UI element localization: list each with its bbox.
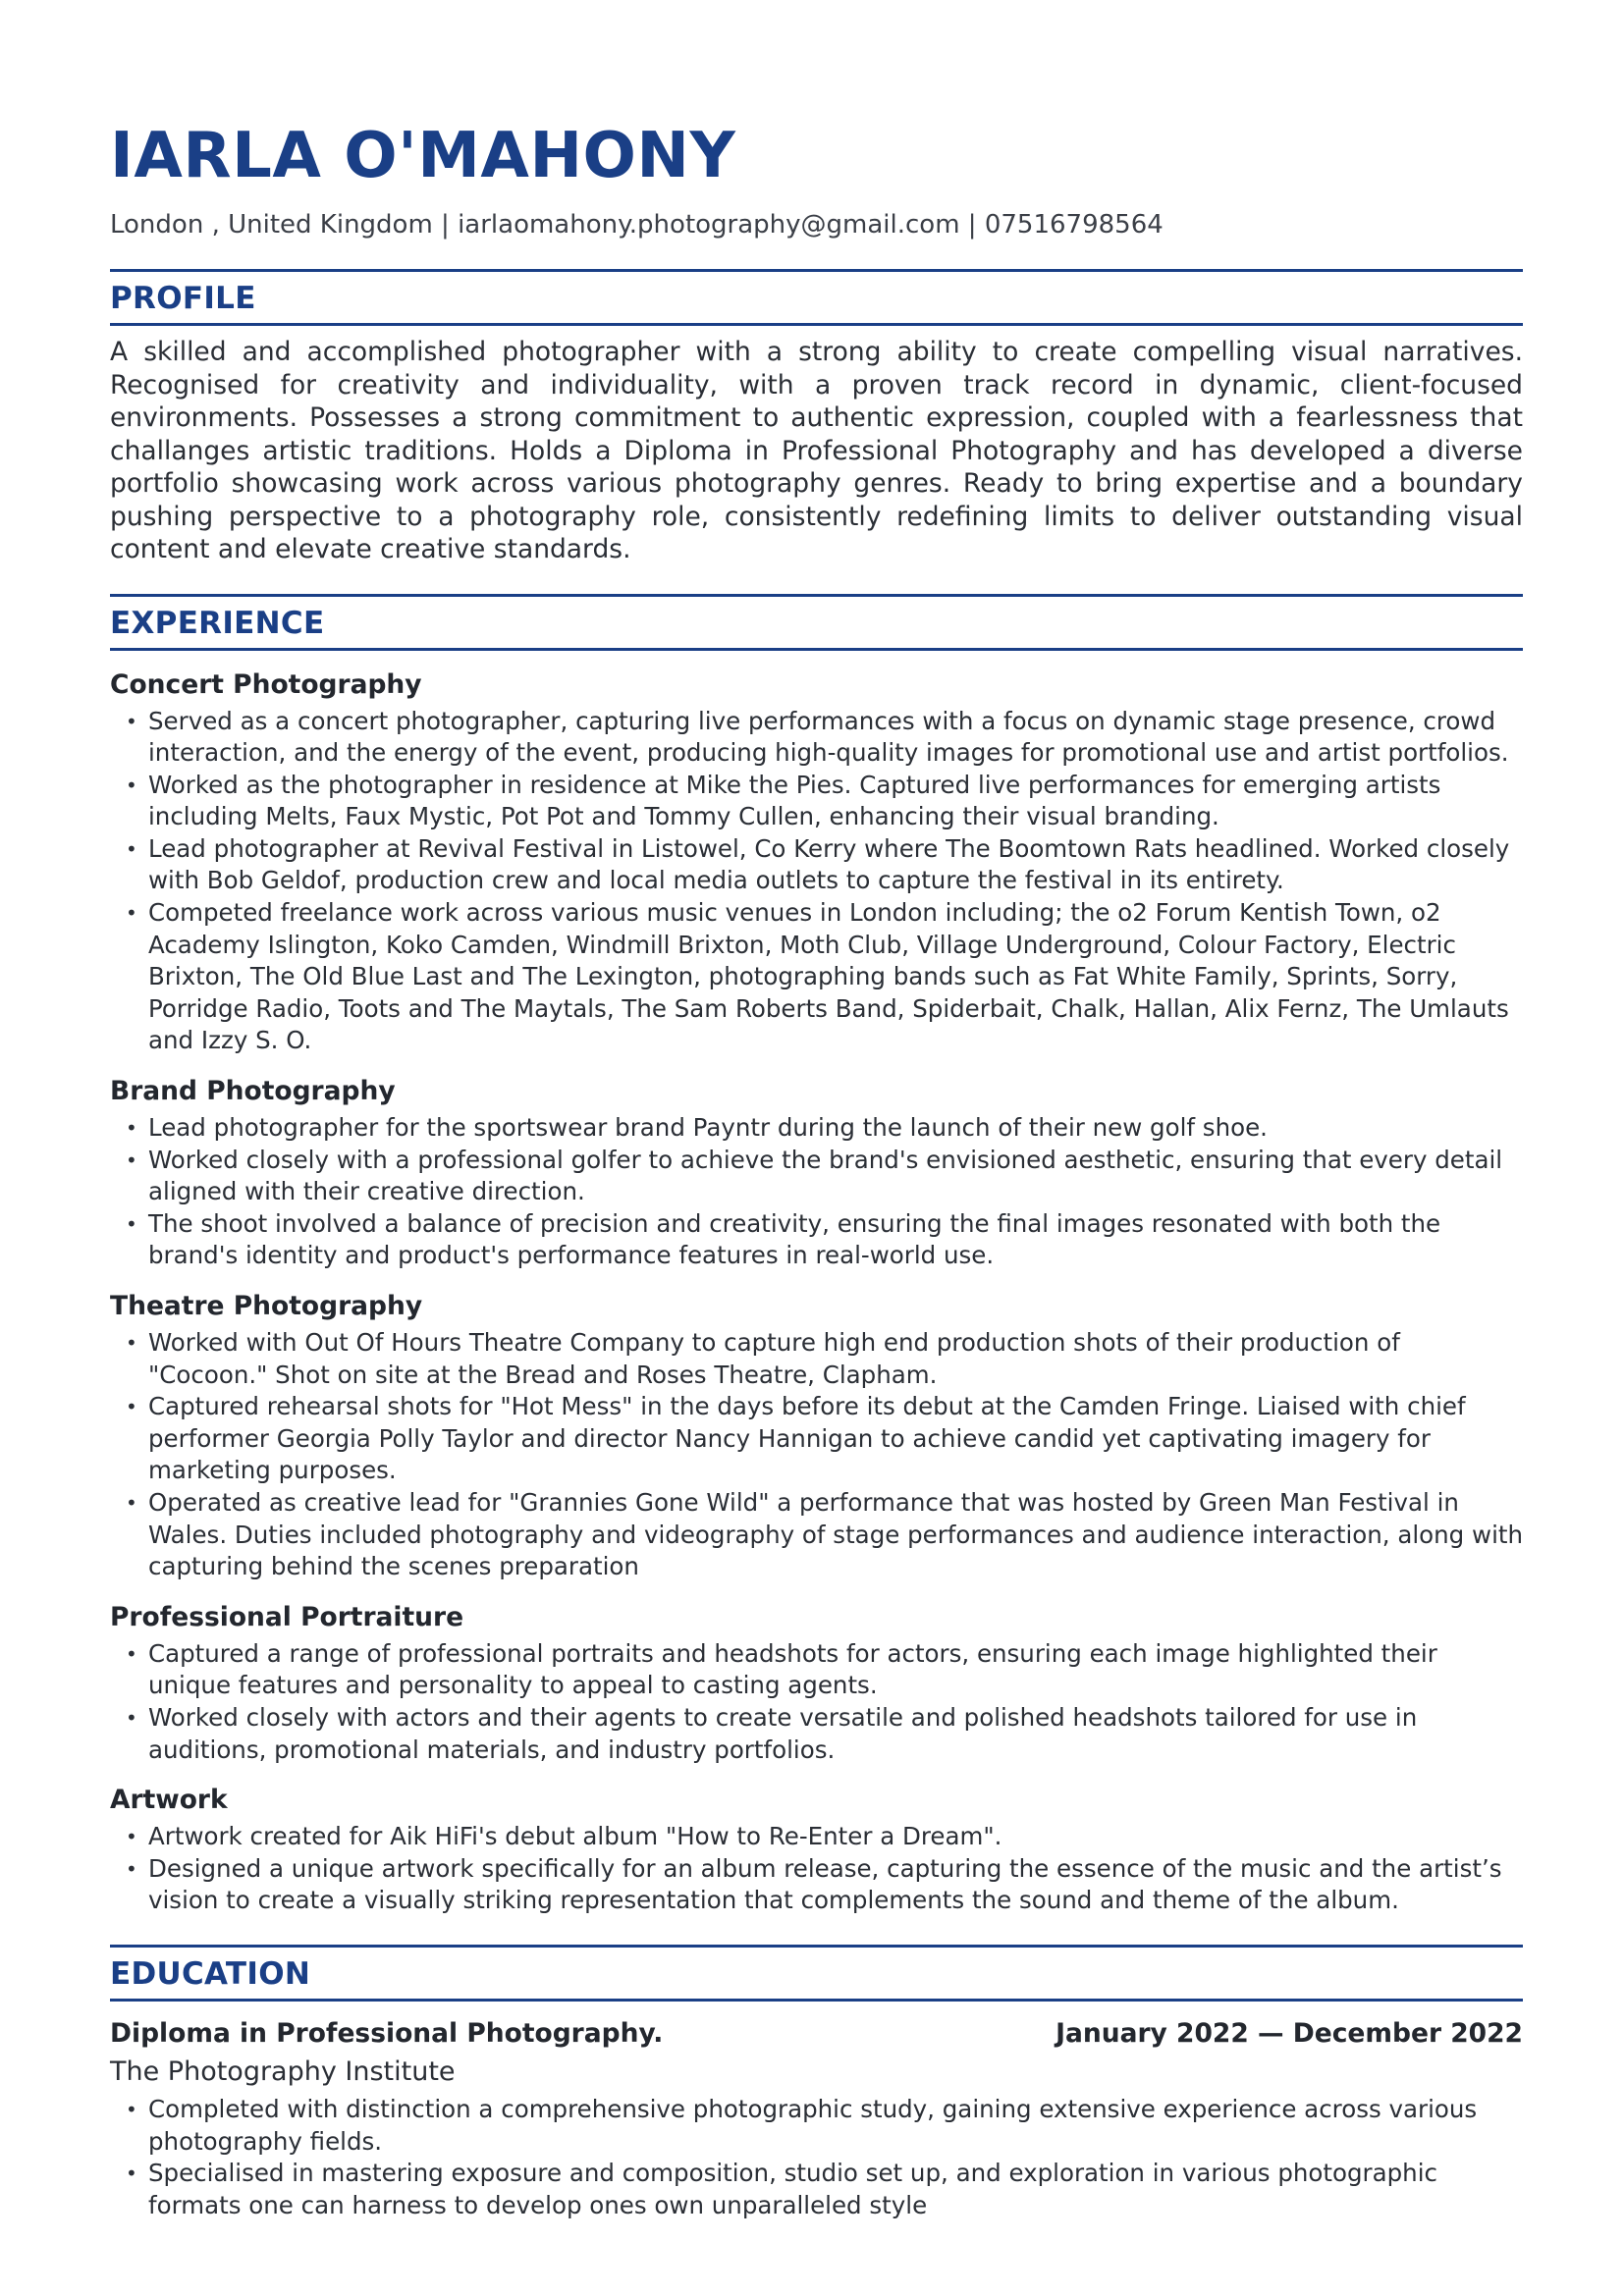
role-title: Brand Photography xyxy=(110,1076,396,1107)
role-title: Concert Photography xyxy=(110,668,422,700)
experience-section xyxy=(110,594,1523,1917)
bullet-item xyxy=(110,1208,1523,1272)
bullet-text: Specialised in mastering exposure and composition, studio set up, and exploration in various photographic formats one can harness to develop ones own unparalleled style xyxy=(148,2159,1437,2219)
bullet-text: Lead photographer at Revival Festival in Listowel, Co Kerry where The Boomtown Rats headlined. Worked closely with Bob Geldof, production crew and local media outlets to capture the festival in its entirety. xyxy=(148,833,1510,895)
bullet-item xyxy=(110,1145,1523,1208)
bullet-text: Worked closely with a professional golfer to achieve the brand's envisioned aesthetic, ensuring that every detail aligned with their creative direction. xyxy=(148,1145,1503,1206)
bullet-dot-icon: • xyxy=(126,1490,137,1515)
bullet-item xyxy=(110,1638,1523,1702)
bullet-dot-icon: • xyxy=(126,1211,137,1236)
role-concert-photography xyxy=(110,668,1523,1058)
candidate-name: IARLA O'MAHONY xyxy=(110,120,736,192)
contact-line: London , United Kingdom | iarlaomahony.photography@gmail.com | 07516798564 xyxy=(110,210,1164,240)
education-row xyxy=(110,2017,1523,2051)
role-bullets xyxy=(110,1821,1523,1917)
role-title: Professional Portraiture xyxy=(110,1601,464,1632)
bullet-dot-icon: • xyxy=(126,1395,137,1419)
bullet-item xyxy=(110,833,1523,897)
bullet-dot-icon: • xyxy=(126,1641,137,1666)
bullet-item xyxy=(110,1853,1523,1917)
bullet-text: Lead photographer for the sportswear brand Payntr during the launch of their new golf shoe. xyxy=(148,1113,1268,1143)
profile-text: A skilled and accomplished photographer with a strong ability to create compelling visual narratives. Recognised for creativity and individuality, with a proven track record in dynamic, client-focused environments. Possesses a strong commitment to authentic expression, coupled with a fearlessness that challanges artistic traditions. Holds a Diploma in Professional Photography and has developed a diverse portfolio showcasing work across various photography genres. Ready to bring expertise and a boundary pushing perspective to a photography role, consistently redefining limits to deliver outstanding visual content and elevate creative standards. xyxy=(110,337,1523,564)
profile-title: PROFILE xyxy=(110,281,256,316)
bullet-text: Captured a range of professional portraits and headshots for actors, ensuring each image highlighted their unique features and personality to appeal to casting agents. xyxy=(148,1638,1437,1700)
bullet-text: Artwork created for Aik HiFi's debut album "How to Re-Enter a Dream". xyxy=(148,1822,1002,1851)
bullet-item xyxy=(110,770,1523,833)
education-dates: January 2022 — December 2022 xyxy=(1056,2017,1523,2049)
bullet-item xyxy=(110,1487,1523,1583)
bullet-dot-icon: • xyxy=(126,901,137,926)
bullet-item xyxy=(110,2158,1523,2221)
resume-page xyxy=(110,0,1523,2221)
bullet-dot-icon: • xyxy=(126,1825,137,1849)
experience-header xyxy=(110,594,1523,651)
bullet-text: Captured rehearsal shots for "Hot Mess" in the days before its debut at the Camden Fringe. Liaised with chief performer Georgia Polly Taylor and director Nancy Hannigan to achieve candid yet captivating imagery for marketing purposes. xyxy=(148,1392,1466,1485)
education-bullets xyxy=(110,2094,1523,2221)
bullet-text: The shoot involved a balance of precision and creativity, ensuring the final images resonated with both the brand's identity and product's performance features in real-world use. xyxy=(148,1208,1441,1270)
bullet-item xyxy=(110,1821,1523,1853)
bullet-item xyxy=(110,1391,1523,1487)
bullet-item xyxy=(110,1112,1523,1145)
bullet-text: Operated as creative lead for "Grannies Gone Wild" a performance that was hosted by Green Man Festival in Wales. Duties included photography and videography of stage performances and audience interaction, along with capturing behind the scenes preparation xyxy=(148,1487,1524,1581)
bullet-dot-icon: • xyxy=(126,836,137,861)
bullet-dot-icon: • xyxy=(126,1116,137,1141)
bullet-text: Designed a unique artwork specifically for an album release, capturing the essence of the music and the artist’s vision to create a visually striking representation that complements the sound and theme of the album. xyxy=(148,1853,1502,1915)
bullet-dot-icon: • xyxy=(126,1148,137,1172)
role-bullets xyxy=(110,706,1523,1058)
bullet-text: Competed freelance work across various music venues in London including; the o2 Forum Kentish Town, o2 Academy Islington, Koko Camden, Windmill Brixton, Moth Club, Village Underground, Colour Factory, Electric Brixton, The Old Blue Last and The Lexington, photographing bands such as Fat White Family, Sprints, Sorry, Porridge Radio, Toots and The Maytals, The Sam Roberts Band, Spiderbait, Chalk, Hallan, Alix Fernz, The Umlauts and Izzy S. O. xyxy=(148,898,1509,1055)
bullet-text: Completed with distinction a comprehensive photographic study, gaining extensive experience across various photography fields. xyxy=(148,2094,1478,2156)
bullet-dot-icon: • xyxy=(126,1331,137,1355)
education-title: EDUCATION xyxy=(110,1955,311,1992)
bullet-dot-icon: • xyxy=(126,709,137,733)
role-bullets xyxy=(110,1638,1523,1766)
role-title: Artwork xyxy=(110,1785,228,1816)
education-degree: Diploma in Professional Photography. xyxy=(110,2017,664,2049)
bullet-text: Worked with Out Of Hours Theatre Company to capture high end production shots of their production of "Cocoon." Shot on site at the Bread and Roses Theatre, Clapham. xyxy=(148,1328,1400,1389)
bullet-dot-icon: • xyxy=(126,2162,137,2186)
role-artwork xyxy=(110,1784,1523,1917)
bullet-text: Worked closely with actors and their agents to create versatile and polished headshots tailored for use in auditions, promotional materials, and industry portfolios. xyxy=(148,1702,1418,1764)
role-title: Theatre Photography xyxy=(110,1291,423,1321)
role-bullets xyxy=(110,1327,1523,1583)
profile-section xyxy=(110,269,1523,566)
experience-title: EXPERIENCE xyxy=(110,605,325,641)
bullet-dot-icon: • xyxy=(126,1856,137,1881)
bullet-item xyxy=(110,706,1523,770)
bullet-item xyxy=(110,2094,1523,2158)
bullet-dot-icon: • xyxy=(126,773,137,797)
bullet-item xyxy=(110,1702,1523,1766)
role-brand-photography xyxy=(110,1075,1523,1272)
bullet-text: Served as a concert photographer, capturing live performances with a focus on dynamic stage presence, crowd interaction, and the energy of the event, producing high-quality images for promotional use and artist portfolios. xyxy=(148,706,1509,768)
bullet-text: Worked as the photographer in residence at Mike the Pies. Captured live performances for emerging artists including Melts, Faux Mystic, Pot Pot and Tommy Cullen, enhancing their visual branding. xyxy=(148,770,1441,831)
bullet-item xyxy=(110,897,1523,1057)
profile-header xyxy=(110,269,1523,326)
role-professional-portraiture xyxy=(110,1601,1523,1766)
education-header xyxy=(110,1945,1523,2002)
bullet-item xyxy=(110,1327,1523,1391)
bullet-dot-icon: • xyxy=(126,2097,137,2121)
bullet-dot-icon: • xyxy=(126,1705,137,1730)
role-bullets xyxy=(110,1112,1523,1272)
education-section xyxy=(110,1945,1523,2221)
education-school: The Photography Institute xyxy=(110,2056,456,2087)
role-theatre-photography xyxy=(110,1290,1523,1583)
